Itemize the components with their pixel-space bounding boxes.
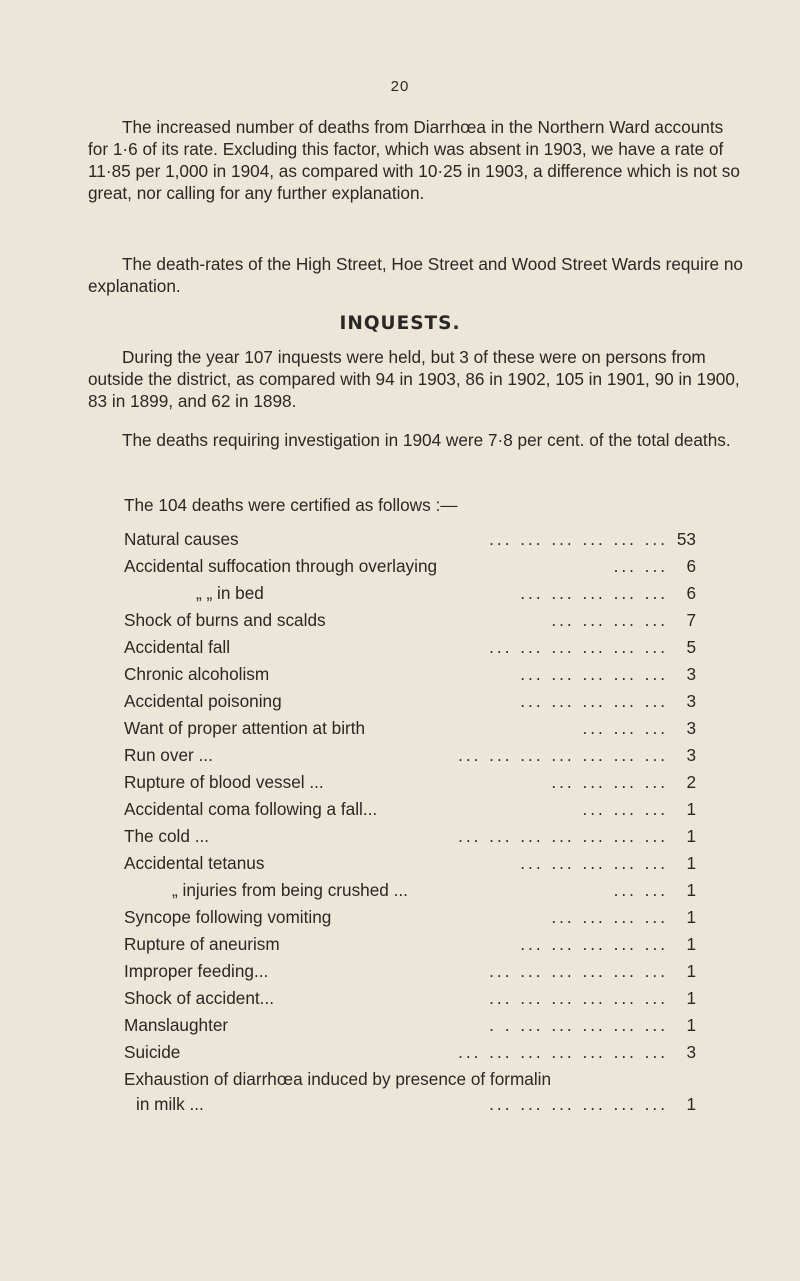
dot-leader: ... ... ... ... ... (520, 691, 668, 711)
list-item (124, 1014, 696, 1041)
cause-label: Chronic alcoholism (124, 664, 270, 684)
cause-label: Manslaughter (124, 1015, 229, 1035)
cause-count: 1 (686, 799, 696, 819)
list-item (124, 1068, 696, 1118)
cause-count: 2 (686, 772, 696, 792)
list-item (124, 663, 696, 690)
cause-label: Rupture of blood vessel ... (124, 772, 324, 792)
cause-label: Accidental tetanus (124, 853, 265, 873)
list-item (124, 1041, 696, 1068)
list-item (124, 690, 696, 717)
cause-count: 3 (686, 664, 696, 684)
cause-label: „ „ in bed (196, 583, 264, 603)
cause-label: Want of proper attention at birth (124, 718, 366, 738)
cause-count: 6 (686, 583, 696, 603)
dot-leader: ... ... ... ... ... (520, 664, 668, 684)
cause-count: 1 (686, 826, 696, 846)
cause-count: 1 (686, 961, 696, 981)
list-item (124, 528, 696, 555)
dot-leader: ... ... ... (582, 799, 668, 819)
list-item (124, 744, 696, 771)
dot-leader: ... ... ... ... (551, 907, 668, 927)
paragraph-investigation: The deaths requiring investigation in 1904 were 7·8 per cent. of the total deaths. (122, 430, 731, 450)
cause-label-continued: in milk ... (136, 1094, 204, 1114)
paragraph-diarrhoea: The increased number of deaths from Diarrhœa in the Northern Ward accounts for 1·6 of its rate. Excluding this factor, which was absent in 1903, we have a rate of 11·85 per 1,000 in 1904, as compared with 10·25 in 1903, a difference which is not so great, nor calling for any further explanation. (88, 117, 740, 203)
cause-count: 1 (686, 1094, 696, 1114)
list-item (124, 717, 696, 744)
list-intro: The 104 deaths were certified as follows :— (124, 495, 458, 515)
paragraph-inquests: During the year 107 inquests were held, but 3 of these were on persons from outside the district, as compared with 94 in 1903, 86 in 1902, 105 in 1901, 90 in 1900, 83 in 1899, and 62 in 1898. (88, 347, 740, 411)
dot-leader: ... ... ... ... ... ... (489, 529, 668, 549)
page-number: 20 (390, 78, 410, 95)
dot-leader: ... ... ... ... ... ... (489, 961, 668, 981)
dot-leader: ... ... ... ... (551, 610, 668, 630)
section-heading-inquests: INQUESTS. (339, 313, 461, 334)
cause-label: Suicide (124, 1042, 181, 1062)
list-item (124, 879, 696, 906)
cause-count: 3 (686, 1042, 696, 1062)
dot-leader: ... ... ... ... ... ... ... (458, 826, 668, 846)
cause-label: Accidental fall (124, 637, 231, 657)
cause-count: 5 (686, 637, 696, 657)
cause-label: Syncope following vomiting (124, 907, 332, 927)
dot-leader: ... ... (613, 556, 668, 576)
cause-label: Shock of burns and scalds (124, 610, 326, 630)
cause-label: Run over ... (124, 745, 213, 765)
list-item (124, 555, 696, 582)
dot-leader: ... ... ... ... ... (520, 853, 668, 873)
list-item (124, 852, 696, 879)
cause-label: Rupture of aneurism (124, 934, 280, 954)
cause-count: 53 (676, 529, 696, 549)
list-item (124, 609, 696, 636)
cause-label: „ injuries from being crushed ... (172, 880, 408, 900)
list-item (124, 798, 696, 825)
cause-label: Shock of accident... (124, 988, 274, 1008)
list-item (124, 906, 696, 933)
dot-leader: ... ... ... (582, 718, 668, 738)
cause-label: The cold ... (124, 826, 210, 846)
cause-count: 1 (686, 934, 696, 954)
cause-count: 7 (686, 610, 696, 630)
list-item (124, 987, 696, 1014)
cause-count: 3 (686, 691, 696, 711)
cause-label: Natural causes (124, 529, 239, 549)
dot-leader: ... ... ... ... ... ... ... (458, 745, 668, 765)
dot-leader: ... ... ... ... ... (520, 583, 668, 603)
dot-leader: ... ... (613, 880, 668, 900)
cause-label: Accidental coma following a fall... (124, 799, 378, 819)
cause-count: 1 (686, 853, 696, 873)
cause-count: 1 (686, 880, 696, 900)
cause-count: 1 (686, 988, 696, 1008)
cause-label: Improper feeding... (124, 961, 269, 981)
list-item (124, 933, 696, 960)
dot-leader: ... ... ... ... ... (520, 934, 668, 954)
cause-count: 1 (686, 1015, 696, 1035)
list-item (124, 636, 696, 663)
paragraph-death-rates: The death-rates of the High Street, Hoe Street and Wood Street Wards require no explanation. (88, 254, 743, 296)
dot-leader: ... ... ... ... (551, 772, 668, 792)
cause-count: 3 (686, 718, 696, 738)
cause-label: Accidental suffocation through overlaying (124, 556, 438, 576)
causes-list (124, 528, 696, 1118)
dot-leader: ... ... ... ... ... ... (489, 637, 668, 657)
cause-label: Accidental poisoning (124, 691, 282, 711)
list-item (124, 771, 696, 798)
list-item (124, 825, 696, 852)
cause-count: 3 (686, 745, 696, 765)
cause-count: 6 (686, 556, 696, 576)
dot-leader: ... ... ... ... ... ... ... (458, 1042, 668, 1062)
list-item (124, 582, 696, 609)
dot-leader: ... ... ... ... ... ... (489, 988, 668, 1008)
cause-label: Exhaustion of diarrhœa induced by presence of formalin (124, 1069, 552, 1089)
dot-leader: . . ... ... ... ... ... (489, 1015, 668, 1035)
cause-count: 1 (686, 907, 696, 927)
dot-leader: ... ... ... ... ... ... (489, 1094, 668, 1114)
list-item (124, 960, 696, 987)
